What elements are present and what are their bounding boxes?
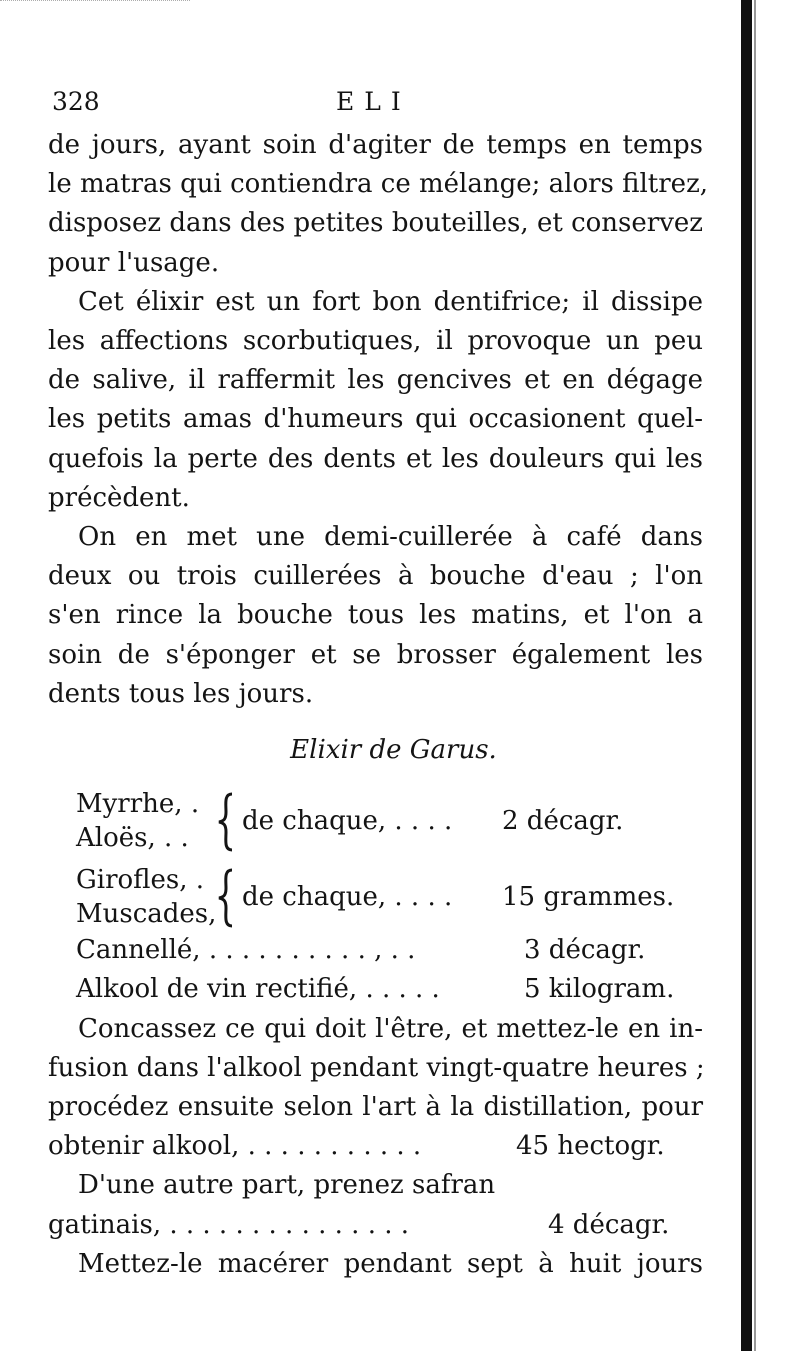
quantity: 15 grammes.: [502, 881, 675, 912]
quantity: 3 décagr.: [524, 935, 646, 966]
paragraph-dentifrice: [48, 283, 703, 518]
ingredient-name: Aloës, . .: [76, 823, 189, 854]
quantity: 2 décagr.: [502, 805, 624, 836]
page-header: [48, 82, 703, 126]
ingredient-name: Girofles, .: [76, 865, 205, 896]
text-line: dents tous les jours.: [48, 678, 314, 709]
text-block: [48, 82, 709, 1284]
ingredient-line: [76, 970, 706, 1009]
recipe-title: Elixir de Garus.: [290, 735, 497, 766]
text-line: Cet élixir est un fort bon dentifrice; il dissipe: [78, 286, 703, 317]
scan-artifact: [0, 0, 190, 5]
text-line: procédez ensuite selon l'art à la distillation, pour: [48, 1092, 703, 1123]
text-line: Mettez-le macérer pendant sept à huit jours: [78, 1248, 703, 1279]
ingredient-group: [76, 863, 696, 931]
quantity: 45 hectogr.: [516, 1131, 665, 1162]
text-line: disposez dans des petites bouteilles, et conservez: [48, 208, 703, 239]
text-line: de salive, il raffermit les gencives et en dégage: [48, 365, 703, 396]
quantity: 5 kilogram.: [524, 974, 675, 1005]
ingredient-names: [76, 863, 217, 931]
brace-icon: [214, 790, 242, 852]
recipe-instructions: [48, 1010, 703, 1284]
text-line: fusion dans l'alkool pendant vingt-quatre heures ;: [48, 1052, 705, 1083]
page-edge-shadow: [741, 0, 752, 1351]
quantity-line: [48, 1127, 698, 1166]
text-line: Concassez ce qui doit l'être, et mettez-le en in-: [78, 1013, 703, 1044]
text-line: deux ou trois cuillerées à bouche d'eau ; l'on: [48, 561, 703, 592]
text-line: précèdent.: [48, 482, 190, 513]
text-line: de jours, ayant soin d'agiter de temps en temps: [48, 130, 703, 160]
page-number: 328: [52, 87, 100, 116]
text-line: pour l'usage.: [48, 247, 220, 278]
page-edge-line: [754, 0, 756, 1351]
ingredient-line: [76, 931, 706, 970]
ingredient-names: [76, 787, 214, 855]
ingredient-group: [76, 787, 696, 855]
text-line: s'en rince la bouche tous les matins, et l'on a: [48, 600, 703, 631]
ingredient-label: Cannellé, . . . . . . . . . . , . .: [76, 935, 416, 966]
quantity-phrase: de chaque, . . . .: [242, 805, 453, 836]
quantity-label: obtenir alkool, . . . . . . . . . . .: [48, 1131, 422, 1162]
quantity-phrase: de chaque, . . . .: [242, 881, 453, 912]
quantity-line: [48, 1206, 698, 1245]
brace-icon: [214, 866, 242, 928]
text-line: le matras qui contiendra ce mélange; alors filtrez,: [48, 169, 709, 200]
quantity-label: gatinais, . . . . . . . . . . . . . . .: [48, 1209, 410, 1240]
text-line: D'une autre part, prenez safran: [78, 1170, 496, 1201]
paragraph-continuation: [48, 126, 709, 283]
running-head: ELI: [336, 87, 411, 116]
paragraph-usage: [48, 518, 703, 714]
text-line: On en met une demi-cuillerée à café dans: [78, 522, 703, 553]
text-line: les affections scorbutiques, il provoque un peu: [48, 326, 703, 357]
quantity: 4 décagr.: [548, 1209, 670, 1240]
ingredient-label: Alkool de vin rectifié, . . . . .: [76, 974, 440, 1005]
text-line: les petits amas d'humeurs qui occasionent quel-: [48, 404, 703, 435]
text-line: quefois la perte des dents et les douleurs qui les: [48, 443, 703, 474]
ingredient-name: Myrrhe, .: [76, 789, 200, 820]
text-line: soin de s'éponger et se brosser également les: [48, 639, 703, 670]
ingredient-name: Muscades,: [76, 899, 217, 930]
